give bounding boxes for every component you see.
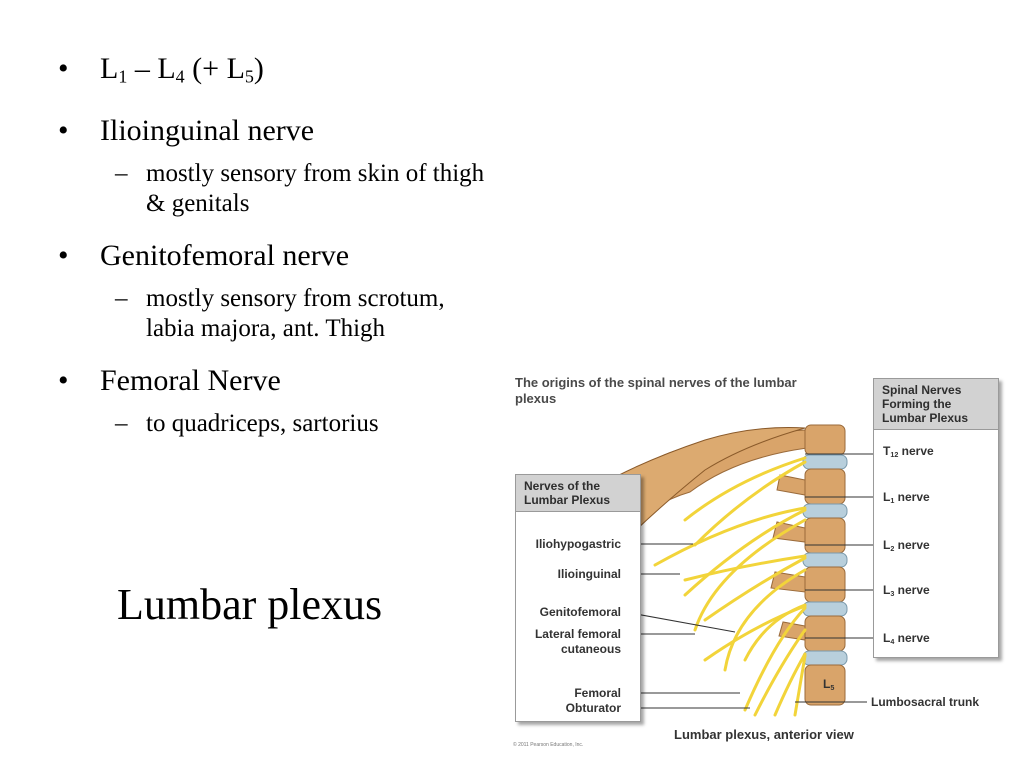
level-close: ) [253,52,264,85]
transverse-process [777,475,805,495]
label-sub: 1 [890,495,895,505]
disc [803,455,847,469]
bullet-ilioinguinal: • Ilioinguinal nerve [58,114,498,148]
slide-title: Lumbar plexus [117,580,383,629]
label-lateral-femoral: Lateral femoral [534,627,621,641]
bullet-spinal-levels [58,52,498,94]
vertebra [805,616,845,651]
spinal-nerves-box-title: Spinal Nerves Forming the Lumbar Plexus [874,379,998,430]
figure-bottom-caption: Lumbar plexus, anterior view [674,727,854,742]
leader-line [625,612,735,632]
level-l: L [100,52,119,85]
sub-bullet-ilioinguinal: – mostly sensory from skin of thigh & genitals [58,159,498,219]
label-l4-nerve [883,631,930,649]
label-t12-nerve [883,444,934,462]
label-l1-nerve [883,490,930,508]
label-genitofemoral: Genitofemoral [539,605,621,619]
nerves-of-plexus-box-title: Nerves of the Lumbar Plexus [516,475,640,512]
label-part: nerve [894,631,930,645]
nerves-of-plexus-box [515,474,641,722]
label-part: nerve [894,583,930,597]
vertebra [805,567,845,602]
label-part: L [883,538,891,552]
vertebra [805,469,845,504]
level-dash: – L [127,52,176,85]
label-cutaneous: cutaneous [560,642,621,656]
disc [803,504,847,518]
label-part: L [883,631,891,645]
label-l5 [823,677,834,695]
level-sub: 1 [118,66,128,87]
label-part: L [883,583,891,597]
bullet-genitofemoral: • Genitofemoral nerve [58,239,498,273]
label-femoral: Femoral [574,686,621,700]
disc [803,651,847,665]
disc [803,553,847,567]
vertebra [805,518,845,553]
bullet-femoral: • Femoral Nerve [58,364,498,398]
level-sub: 5 [244,66,254,87]
sub-bullet-femoral: – to quadriceps, sartorius [58,409,498,439]
copyright-text: © 2011 Pearson Education, Inc. [513,742,584,748]
label-sub: 12 [890,449,899,459]
label-sub: 5 [830,682,835,692]
label-l3-nerve [883,583,930,601]
label-part: T [883,444,891,458]
label-l2-nerve [883,538,930,556]
label-part: nerve [898,444,934,458]
label-part: nerve [894,538,930,552]
level-plus: (+ L [184,52,245,85]
figure-caption: The origins of the spinal nerves of the lumbar plexus [515,375,797,406]
level-sub: 4 [175,66,185,87]
label-part: L [823,677,831,691]
bullet-list [58,52,498,459]
spinal-nerves-box [873,378,999,658]
sub-bullet-genitofemoral: – mostly sensory from scrotum, labia majora, ant. Thigh [58,284,498,344]
lumbar-plexus-figure [505,370,1005,755]
vertebra [805,425,845,455]
label-ilioinguinal: Ilioinguinal [557,567,621,581]
label-part: nerve [894,490,930,504]
label-sub: 2 [890,543,895,553]
label-lumbosacral-trunk: Lumbosacral trunk [871,695,980,709]
disc [803,602,847,616]
label-part: L [883,490,891,504]
label-iliohypogastric: Iliohypogastric [535,537,621,551]
label-obturator: Obturator [565,701,621,715]
label-sub: 4 [890,636,895,646]
label-sub: 3 [890,588,895,598]
